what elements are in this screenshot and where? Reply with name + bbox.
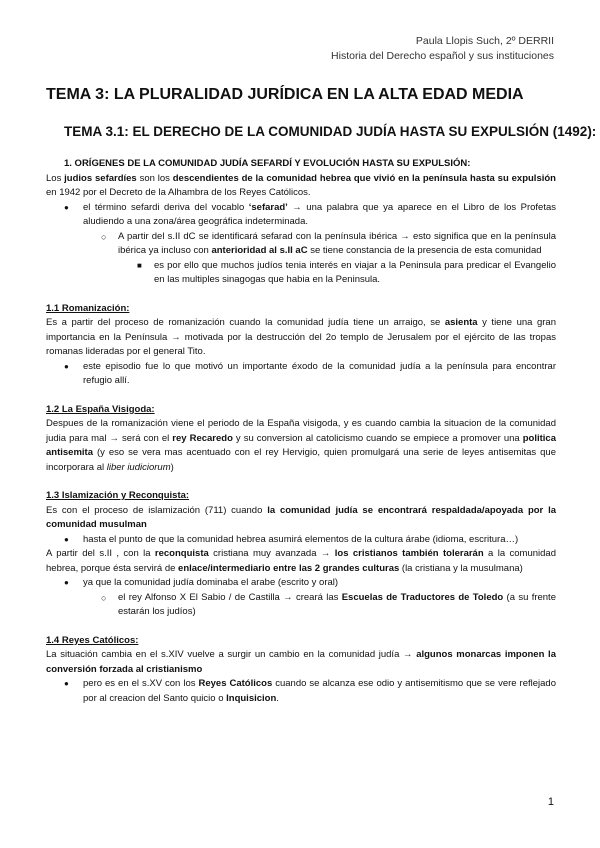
section-heading: 1.4 Reyes Católicos: [46,634,139,646]
section-heading: 1. ORÍGENES DE LA COMUNIDAD JUDÍA SEFARDÍ Y EVOLUCIÓN HASTA SU EXPULSIÓN: [64,158,471,169]
list-item: ● este episodio fue lo que motivó un importante éxodo de la comunidad judía a la península para encontrar refugio allí. [46,360,556,389]
paragraph: Despues de la romanización viene el periodo de la España visigoda, y es cuando cambia la situacion de la comunidad judia para mal → será con el rey Recaredo y su conversion al catolicismo cuando se empiece a promover una politica antisemita (y eso se vera mas acentuado con el rey Hervigio, quien promulgará una serie de leyes antisemitas que incorporara al liber iudiciorum) [46,418,556,473]
page-number: 1 [547,796,554,808]
list-item: ● pero es en el s.XV con los Reyes Católicos cuando se alcanza ese odio y antisemitismo que se vere reflejado por al creacion del Santo quicio o Inquisicion. [46,677,556,706]
document-subtitle: TEMA 3.1: EL DERECHO DE LA COMUNIDAD JUDÍA HASTA SU EXPULSIÓN (1492): [64,124,597,139]
list-item: ○ el rey Alfonso X El Sabio / de Castilla → creará las Escuelas de Traductores de Toledo (a su frente estarán los judíos) [46,591,556,620]
list-item: ○ A partir del s.II dC se identificará sefarad con la península ibérica → esto significa que en la península ibérica ya incluso con anterioridad al s.II aC se tiene constancia de la presencia de esta comunidad [46,230,556,259]
course-line: Historia del Derecho español y sus instituciones [331,50,554,62]
paragraph: La situación cambia en el s.XIV vuelve a surgir un cambio en la comunidad judía → algunos monarcas imponen la conversión forzada al cristianismo [46,649,556,675]
page-header [331,34,554,64]
paragraph: A partir del s.II , con la reconquista cristiana muy avanzada → los cristianos también tolerarán a la comunidad hebrea, porque ésta servirá de enlace/intermediario entre las 2 grandes culturas (la cristiana y la musulmana) [46,548,556,574]
section-heading: 1.2 La España Visigoda: [46,403,155,415]
document-title: TEMA 3: LA PLURALIDAD JURÍDICA EN LA ALTA EDAD MEDIA [46,86,524,103]
list-item: ● ya que la comunidad judía dominaba el arabe (escrito y oral) [46,576,556,591]
section-heading: 1.3 Islamización y Reconquista: [46,490,190,501]
section-heading: 1.1 Romanización: [46,302,130,314]
paragraph: Es a partir del proceso de romanización cuando la comunidad judía tiene un arraigo, se asienta y tiene una gran importancia en la Península → motivada por la destrucción del 2o templo de Jerusalem por el ejército de las tropas romanas lideradas por el general Tito. [46,317,556,357]
paragraph: Los judios sefardíes son los descendientes de la comunidad hebrea que vivió en la península hasta su expulsión en 1942 por el Decreto de la Alhambra de los Reyes Católicos. [46,172,556,198]
list-item: ● hasta el punto de que la comunidad hebrea asumirá elementos de la cultura árabe (idioma, escritura…) [46,533,556,548]
list-item: ● el término sefardi deriva del vocablo ‘sefarad’ → una palabra que ya aparece en el Libro de los Profetas aludiendo a una zona/área geográfica indeterminada. [46,201,556,230]
list-item: ■ es por ello que muchos judíos tenia interés en viajar a la Peninsula para predicar el Evangelio en las multiples sinagogas que habia en la Peninsula. [46,259,556,288]
document-body [46,157,556,706]
author-line: Paula Llopis Such, 2º DERRII [415,35,554,47]
paragraph: Es con el proceso de islamización (711) cuando la comunidad judía se encontrará respaldada/apoyada por la comunidad musulman [46,504,556,530]
